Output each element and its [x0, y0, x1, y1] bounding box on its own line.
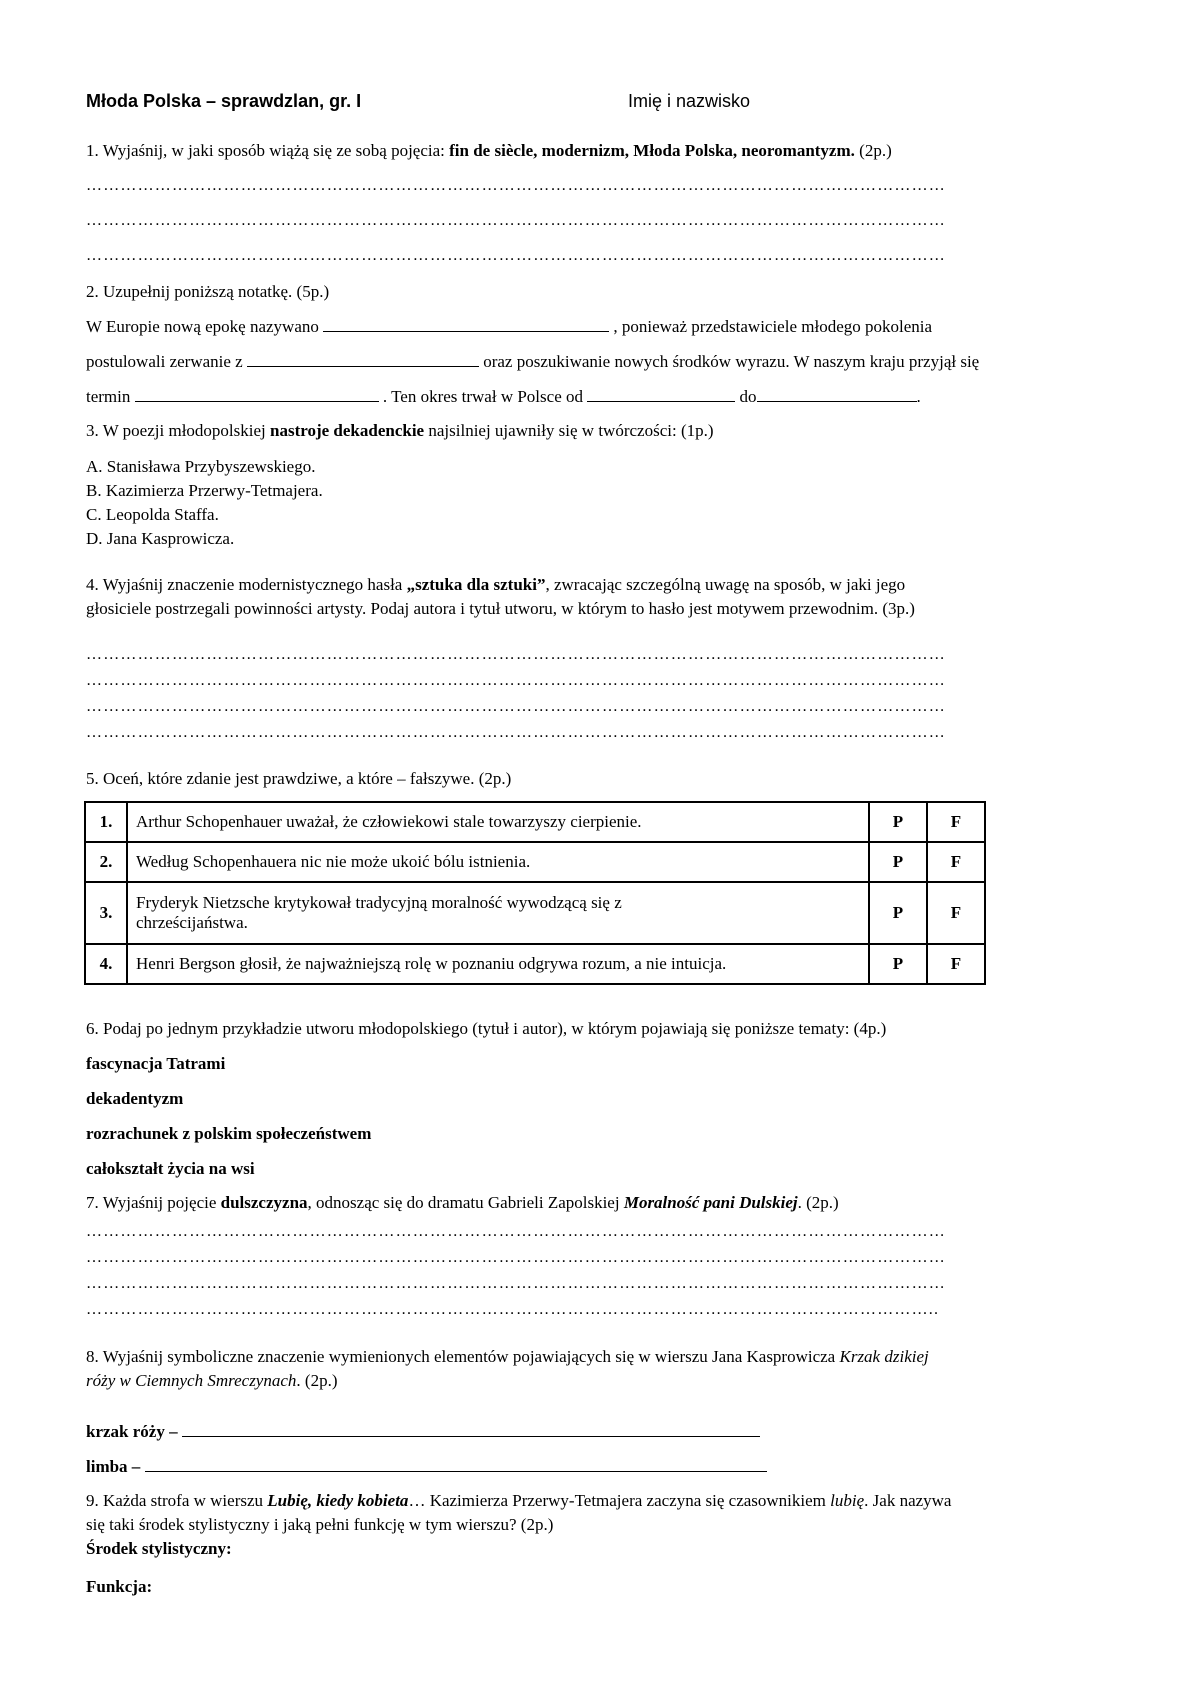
option-a[interactable]: A. Stanisława Przybyszewskiego.: [86, 457, 316, 476]
answer-line[interactable]: ……………………………………………………………………………………………………………………………………: [86, 212, 946, 229]
fill-blank[interactable]: [587, 385, 735, 402]
note-text: W Europie nową epokę nazywano: [86, 317, 324, 336]
question-2-heading: 2. Uzupełnij poniższą notatkę. (5p.): [86, 282, 330, 301]
false-option[interactable]: F: [927, 802, 985, 842]
row-number: 3.: [85, 882, 127, 944]
note-text: postulowali zerwanie z: [86, 352, 247, 371]
question-3-text: najsilniej ujawniły się w twórczości: (1p.): [424, 421, 714, 440]
fill-blank[interactable]: [757, 385, 917, 402]
topic-item: fascynacja Tatrami: [86, 1054, 226, 1073]
note-text: .: [916, 387, 921, 406]
question-1: [86, 140, 892, 162]
answer-line[interactable]: ……………………………………………………………………………………………………………………………………: [86, 1223, 946, 1240]
question-8: [86, 1346, 929, 1368]
question-3: [86, 420, 714, 442]
name-label: Imię i nazwisko: [628, 91, 751, 111]
question-9-text: … Kazimierza Przerwy-Tetmajera zaczyna się czasownikiem: [408, 1491, 831, 1510]
false-option[interactable]: F: [927, 944, 985, 984]
stylistic-device-label: Środek stylistyczny:: [86, 1539, 232, 1558]
fill-blank[interactable]: [135, 385, 379, 402]
page-title: Młoda Polska – sprawdzlan, gr. I: [86, 91, 362, 111]
true-false-table: [84, 801, 986, 985]
false-option[interactable]: F: [927, 842, 985, 882]
true-option[interactable]: P: [869, 944, 927, 984]
note-text: oraz poszukiwanie nowych środków wyrazu. W naszym kraju przyjął się: [478, 352, 980, 371]
element-label: limba –: [86, 1457, 141, 1476]
question-3-text: 3. W poezji młodopolskiej: [86, 421, 270, 440]
true-option[interactable]: P: [869, 802, 927, 842]
element-label: krzak róży –: [86, 1422, 178, 1441]
answer-line[interactable]: ……………………………………………………………………………………………………………………………………: [86, 672, 946, 689]
fill-blank[interactable]: [247, 350, 479, 367]
question-8-title: róży w Ciemnych Smreczynach: [86, 1371, 297, 1390]
question-4-text: 4. Wyjaśnij znaczenie modernistycznego hasła: [86, 575, 407, 594]
question-4: [86, 574, 905, 596]
note-text: do: [735, 387, 757, 406]
answer-line[interactable]: ……………………………………………………………………………………………………………………………………: [86, 177, 946, 194]
topic-item: dekadentyzm: [86, 1089, 184, 1108]
answer-line[interactable]: ……………………………………………………………………………………………………………………………………: [86, 247, 946, 264]
question-3-bold: nastroje dekadenckie: [270, 421, 425, 440]
statement-text: Fryderyk Nietzsche krytykował tradycyjną moralność wywodzącą się z chrześcijaństwa.: [127, 882, 869, 944]
row-number: 4.: [85, 944, 127, 984]
answer-line[interactable]: …………………………………………………………………………………………………………………………………..: [86, 1301, 940, 1318]
statement-text: Arthur Schopenhauer uważał, że człowiekowi stale towarzyszy cierpienie.: [127, 802, 869, 842]
question-1-text: 1. Wyjaśnij, w jaki sposób wiążą się ze sobą pojęcia:: [86, 141, 450, 160]
row-number: 1.: [85, 802, 127, 842]
question-7-points: . (2p.): [797, 1193, 839, 1212]
question-1-points: (2p.): [854, 141, 892, 160]
table-row: [85, 802, 985, 842]
table-row: [85, 842, 985, 882]
true-option[interactable]: P: [869, 882, 927, 944]
question-4-bold: „sztuka dla sztuki”: [406, 575, 546, 594]
question-8-text: 8. Wyjaśnij symboliczne znaczenie wymienionych elementów pojawiających się w wierszu Jana Kasprowicza: [86, 1347, 840, 1366]
answer-line[interactable]: ……………………………………………………………………………………………………………………………………: [86, 1275, 946, 1292]
question-8-line-2: [86, 1370, 337, 1392]
question-5-heading: 5. Oceń, które zdanie jest prawdziwe, a które – fałszywe. (2p.): [86, 769, 512, 788]
topic-item: rozrachunek z polskim społeczeństwem: [86, 1124, 372, 1143]
question-7-text: 7. Wyjaśnij pojęcie: [86, 1193, 221, 1212]
statement-text: Według Schopenhauera nic nie może ukoić bólu istnienia.: [127, 842, 869, 882]
question-7: [86, 1192, 839, 1214]
answer-row: [86, 1455, 767, 1478]
question-7-title: Moralność pani Dulskiej: [623, 1193, 798, 1212]
option-d[interactable]: D. Jana Kasprowicza.: [86, 529, 235, 548]
question-6-heading: 6. Podaj po jednym przykładzie utworu młodopolskiego (tytuł i autor), w którym pojawiają się poniższe tematy: (4p.): [86, 1019, 887, 1038]
fill-blank[interactable]: [323, 315, 609, 332]
question-9-text: . Jak nazywa: [864, 1491, 952, 1510]
statement-text: Henri Bergson głosił, że najważniejszą rolę w poznaniu odgrywa rozum, a nie intuicja.: [127, 944, 869, 984]
topic-item: całokształt życia na wsi: [86, 1159, 255, 1178]
table-row: [85, 944, 985, 984]
question-9-text: 9. Każda strofa w wierszu: [86, 1491, 268, 1510]
true-option[interactable]: P: [869, 842, 927, 882]
fill-blank[interactable]: [145, 1455, 767, 1472]
option-b[interactable]: B. Kazimierza Przerwy-Tetmajera.: [86, 481, 323, 500]
question-8-title: Krzak dzikiej: [839, 1347, 929, 1366]
answer-line[interactable]: ……………………………………………………………………………………………………………………………………: [86, 646, 946, 663]
function-label: Funkcja:: [86, 1577, 153, 1596]
question-7-text: , odnosząc się do dramatu Gabrieli Zapolskiej: [307, 1193, 624, 1212]
question-4-text: , zwracając szczególną uwagę na sposób, w jaki jego: [545, 575, 906, 594]
option-c[interactable]: C. Leopolda Staffa.: [86, 505, 219, 524]
question-9: [86, 1490, 951, 1512]
question-2-line-2: [86, 350, 979, 373]
question-4-line-2: głosiciele postrzegali powinności artysty. Podaj autora i tytuł utworu, w którym to hasło jest motywem przewodnim. (3p.): [86, 599, 915, 618]
question-9-word: lubię: [830, 1491, 865, 1510]
note-text: . Ten okres trwał w Polsce od: [378, 387, 588, 406]
answer-line[interactable]: ……………………………………………………………………………………………………………………………………: [86, 698, 946, 715]
question-7-term: dulszczyzna: [220, 1193, 308, 1212]
question-8-points: . (2p.): [296, 1371, 338, 1390]
false-option[interactable]: F: [927, 882, 985, 944]
answer-line[interactable]: ……………………………………………………………………………………………………………………………………: [86, 724, 946, 741]
note-text: , ponieważ przedstawiciele młodego pokolenia: [609, 317, 933, 336]
question-2-line-3: [86, 385, 921, 408]
answer-line[interactable]: ……………………………………………………………………………………………………………………………………: [86, 1249, 946, 1266]
question-2-line-1: [86, 315, 932, 338]
note-text: termin: [86, 387, 135, 406]
fill-blank[interactable]: [182, 1420, 760, 1437]
question-1-terms: fin de siècle, modernizm, Młoda Polska, neoromantyzm.: [449, 141, 855, 160]
table-row: [85, 882, 985, 944]
row-number: 2.: [85, 842, 127, 882]
question-9-line-2: się taki środek stylistyczny i jaką pełni funkcję w tym wierszu? (2p.): [86, 1515, 554, 1534]
question-9-title: Lubię, kiedy kobieta: [267, 1491, 409, 1510]
answer-row: [86, 1420, 760, 1443]
